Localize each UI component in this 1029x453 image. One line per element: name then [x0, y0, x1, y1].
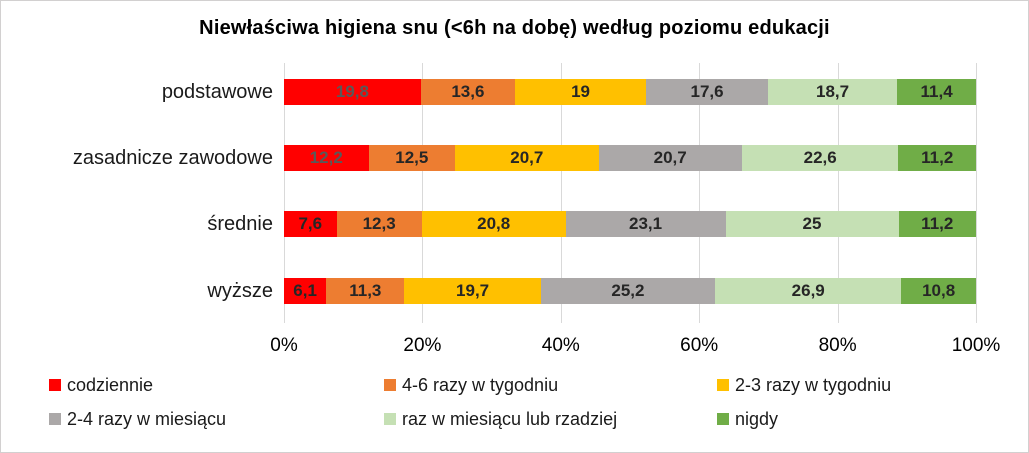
- bar-segment: [404, 278, 540, 304]
- bar-segment: [284, 79, 421, 105]
- legend-item: [384, 408, 617, 430]
- data-label: 17,6: [690, 82, 724, 101]
- category-label: zasadnicze zawodowe: [72, 147, 273, 169]
- bar-segment: [455, 145, 598, 171]
- plot-area: [284, 63, 976, 323]
- data-label: 23,1: [629, 214, 663, 233]
- legend-label: codziennie: [67, 374, 154, 395]
- data-label: 18,7: [816, 82, 850, 101]
- legend-label: nigdy: [735, 408, 779, 429]
- bar-segment: [337, 211, 422, 237]
- x-tick-label: 40%: [541, 335, 580, 356]
- bar-row: [284, 278, 976, 304]
- legend-item: [384, 374, 558, 396]
- legend-swatch: [49, 413, 61, 425]
- bar-segment: [901, 278, 976, 304]
- x-tick-label: 80%: [818, 335, 857, 356]
- data-label: 13,6: [451, 82, 485, 101]
- bar-segment: [897, 79, 976, 105]
- data-label: 20,7: [510, 148, 544, 167]
- x-tick-label: 20%: [403, 335, 442, 356]
- bar-row: [284, 79, 976, 105]
- x-tick-label: 100%: [951, 335, 1001, 356]
- bar-row: [284, 211, 976, 237]
- bar-segment: [742, 145, 899, 171]
- bar-segment: [566, 211, 726, 237]
- data-label: 25,2: [611, 281, 645, 300]
- legend-swatch: [717, 413, 729, 425]
- data-label: 26,9: [791, 281, 825, 300]
- data-label: 19: [571, 82, 591, 101]
- category-label: podstawowe: [161, 81, 273, 103]
- bar-segment: [898, 145, 976, 171]
- data-label: 10,8: [922, 281, 956, 300]
- bar-segment: [284, 278, 326, 304]
- legend-item: [717, 408, 778, 430]
- data-label: 25: [802, 214, 822, 233]
- data-label: 11,2: [921, 214, 954, 233]
- category-label: średnie: [207, 213, 273, 235]
- gridline: [976, 63, 977, 323]
- bar-segment: [369, 145, 456, 171]
- category-label: wyższe: [207, 280, 273, 302]
- data-label: 11,2: [921, 148, 954, 167]
- legend-label: 2-4 razy w miesiącu: [67, 408, 227, 429]
- bar-segment: [726, 211, 899, 237]
- legend-label: 4-6 razy w tygodniu: [402, 374, 559, 395]
- data-label: 12,3: [362, 214, 396, 233]
- legend-label: 2-3 razy w tygodniu: [735, 374, 892, 395]
- bar-segment: [599, 145, 742, 171]
- data-label: 22,6: [803, 148, 837, 167]
- data-label: 19,8: [335, 82, 369, 101]
- legend-swatch: [384, 379, 396, 391]
- bar-segment: [284, 211, 337, 237]
- legend-swatch: [384, 413, 396, 425]
- bar-segment: [284, 145, 369, 171]
- data-label: 20,8: [477, 214, 511, 233]
- data-label: 11,3: [349, 281, 382, 300]
- legend-swatch: [717, 379, 729, 391]
- bar-segment: [715, 278, 901, 304]
- data-label: 11,4: [920, 82, 953, 101]
- data-label: 6,1: [293, 281, 317, 300]
- legend-swatch: [49, 379, 61, 391]
- data-label: 20,7: [653, 148, 687, 167]
- legend-item: [49, 408, 226, 430]
- bar-segment: [515, 79, 646, 105]
- bar-segment: [768, 79, 897, 105]
- data-label: 7,6: [298, 214, 323, 233]
- data-label: 12,5: [395, 148, 429, 167]
- bar-segment: [421, 79, 515, 105]
- chart-title: Niewłaściwa higiena snu (<6h na dobę) według poziomu edukacji: [199, 17, 830, 39]
- bar-row: [284, 145, 976, 171]
- legend-item: [49, 374, 153, 396]
- data-label: 19,7: [456, 281, 490, 300]
- bar-segment: [646, 79, 768, 105]
- legend-item: [717, 374, 891, 396]
- x-tick-label: 0%: [270, 335, 298, 356]
- bar-segment: [422, 211, 566, 237]
- legend-label: raz w miesiącu lub rzadziej: [402, 408, 618, 429]
- bar-segment: [899, 211, 977, 237]
- data-label: 12,2: [309, 148, 343, 167]
- bar-segment: [326, 278, 404, 304]
- bar-segment: [541, 278, 715, 304]
- x-tick-label: 60%: [680, 335, 719, 356]
